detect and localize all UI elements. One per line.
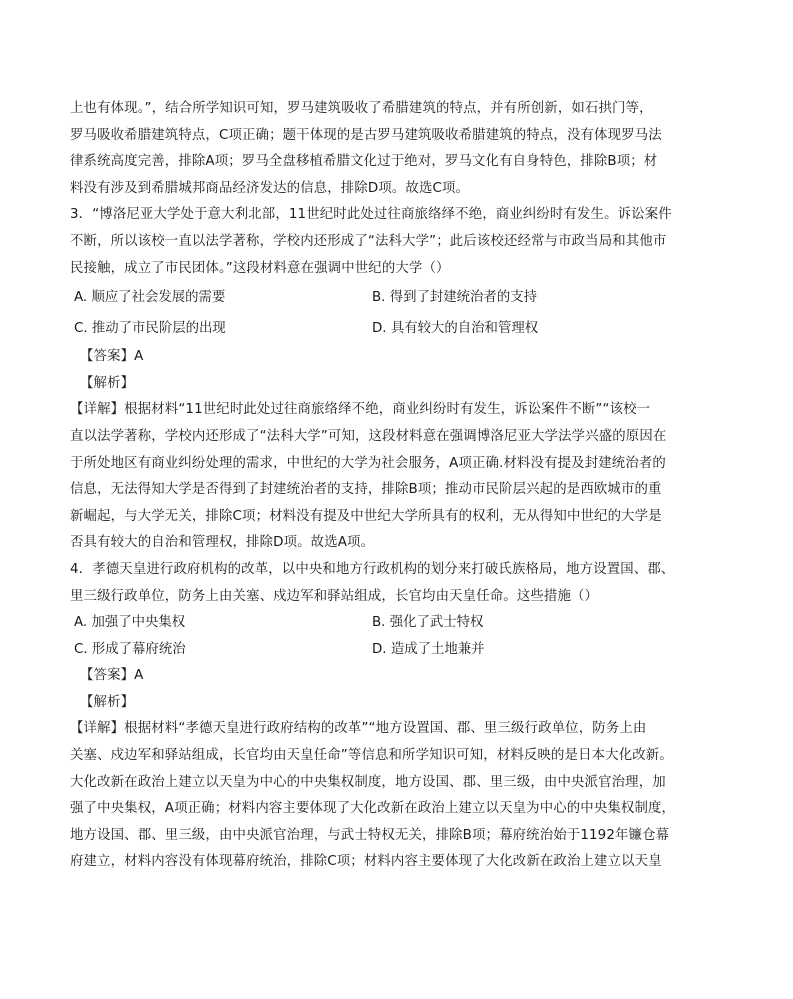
option-a: A. 顺应了社会发展的需要 [74,290,226,306]
option-d: D. 造成了土地兼并 [372,641,485,657]
detail-line: 直以法学著称，学校内还形成了“法科大学”可知，这段材料意在强调博洛尼亚大学法学兴盛的原因在 [70,428,667,444]
option-a: A. 加强了中央集权 [74,615,186,631]
option-d: D. 具有较大的自治和管理权 [372,321,539,337]
detail-line: 关塞、戍边军和驿站组成，长官均由天皇任命”等信息和所学知识可知，材料反映的是日本大化改新。 [70,748,673,764]
answer-label: 【答案】A [80,668,144,684]
option-c: C. 推动了市民阶层的出现 [74,321,226,337]
analysis-label: 【解析】 [80,694,135,710]
detail-line: 【详解】根据材料“孝德天皇进行政府结构的改革”“地方设置国、郡、里三级行政单位，防务上由 [70,721,647,737]
option-row [70,637,696,664]
detail-line: 新崛起，与大学无关，排除C项；材料没有提及中世纪大学所具有的权利，无从得知中世纪的大学是 [70,508,662,524]
option-b: B. 得到了封建统治者的支持 [372,290,537,306]
option-row [70,313,696,344]
option-b: B. 强化了武士特权 [372,615,484,631]
text-line: 罗马吸收希腊建筑特点，C项正确；题干体现的是古罗马建筑吸收希腊建筑的特点，没有体现罗马法 [70,127,662,143]
answer-label: 【答案】A [80,349,144,365]
question-3 [70,202,696,557]
analysis-label: 【解析】 [80,375,135,391]
detail-line: 府建立，材料内容没有体现幕府统治，排除C项；材料内容主要体现了大化改新在政治上建立以天皇 [70,854,662,870]
question-stem-line: 3．“博洛尼亚大学处于意大利北部，11世纪时此处过往商旅络绎不绝，商业纠纷时有发生。诉讼案件 [70,207,672,223]
question-stem-line: 里三级行政单位，防务上由关塞、戍边军和驿站组成，长官均由天皇任命。这些措施（） [70,588,599,604]
detail-line: 大化改新在政治上建立以天皇为中心的中央集权制度，地方设国、郡、里三级，由中央派官治理，加 [70,774,666,790]
q2-explanation-tail [70,96,696,202]
text-line: 上也有体现。”，结合所学知识可知，罗马建筑吸收了希腊建筑的特点，并有所创新，如石拱门等， [70,101,653,116]
text-line: 律系统高度完善，排除A项；罗马全盘移植希腊文化过于绝对，罗马文化有自身特色，排除B项；材 [70,154,658,170]
detail-line: 强了中央集权，A项正确；材料内容主要体现了大化改新在政治上建立以天皇为中心的中央集权制度， [70,801,676,817]
option-row [70,610,696,637]
detail-line: 信息，无法得知大学是否得到了封建统治者的支持，排除B项；推动市民阶层兴起的是西欧城市的重 [70,482,662,498]
question-stem-line: 4．孝德天皇进行政府机构的改革，以中央和地方行政机构的划分来打破氏族格局，地方设置国、郡、 [70,561,675,577]
question-4 [70,557,696,876]
detail-line: 于所处地区有商业纠纷处理的需求，中世纪的大学为社会服务，A项正确.材料没有提及封建统治者的 [70,455,666,471]
question-stem-line: 不断，所以该校一直以法学著称，学校内还形成了“法科大学”；此后该校还经常与市政当局和其他市 [70,233,667,249]
document-page [70,96,696,876]
text-line: 料没有涉及到希腊城邦商品经济发达的信息，排除D项。故选C项。 [70,180,470,196]
detail-line: 【详解】根据材料“11世纪时此处过往商旅络绎不绝，商业纠纷时有发生，诉讼案件不断”“该校一 [70,402,651,418]
detail-line: 地方设国、郡、里三级，由中央派官治理，与武士特权无关，排除B项；幕府统治始于1192年镰仓幕 [70,827,670,843]
detail-line: 否具有较大的自治和管理权，排除D项。故选A项。 [70,535,375,551]
option-row [70,282,696,313]
question-stem-line: 民接触，成立了市民团体。”这段材料意在强调中世纪的大学（） [70,260,450,276]
option-c: C. 形成了幕府统治 [74,641,186,657]
